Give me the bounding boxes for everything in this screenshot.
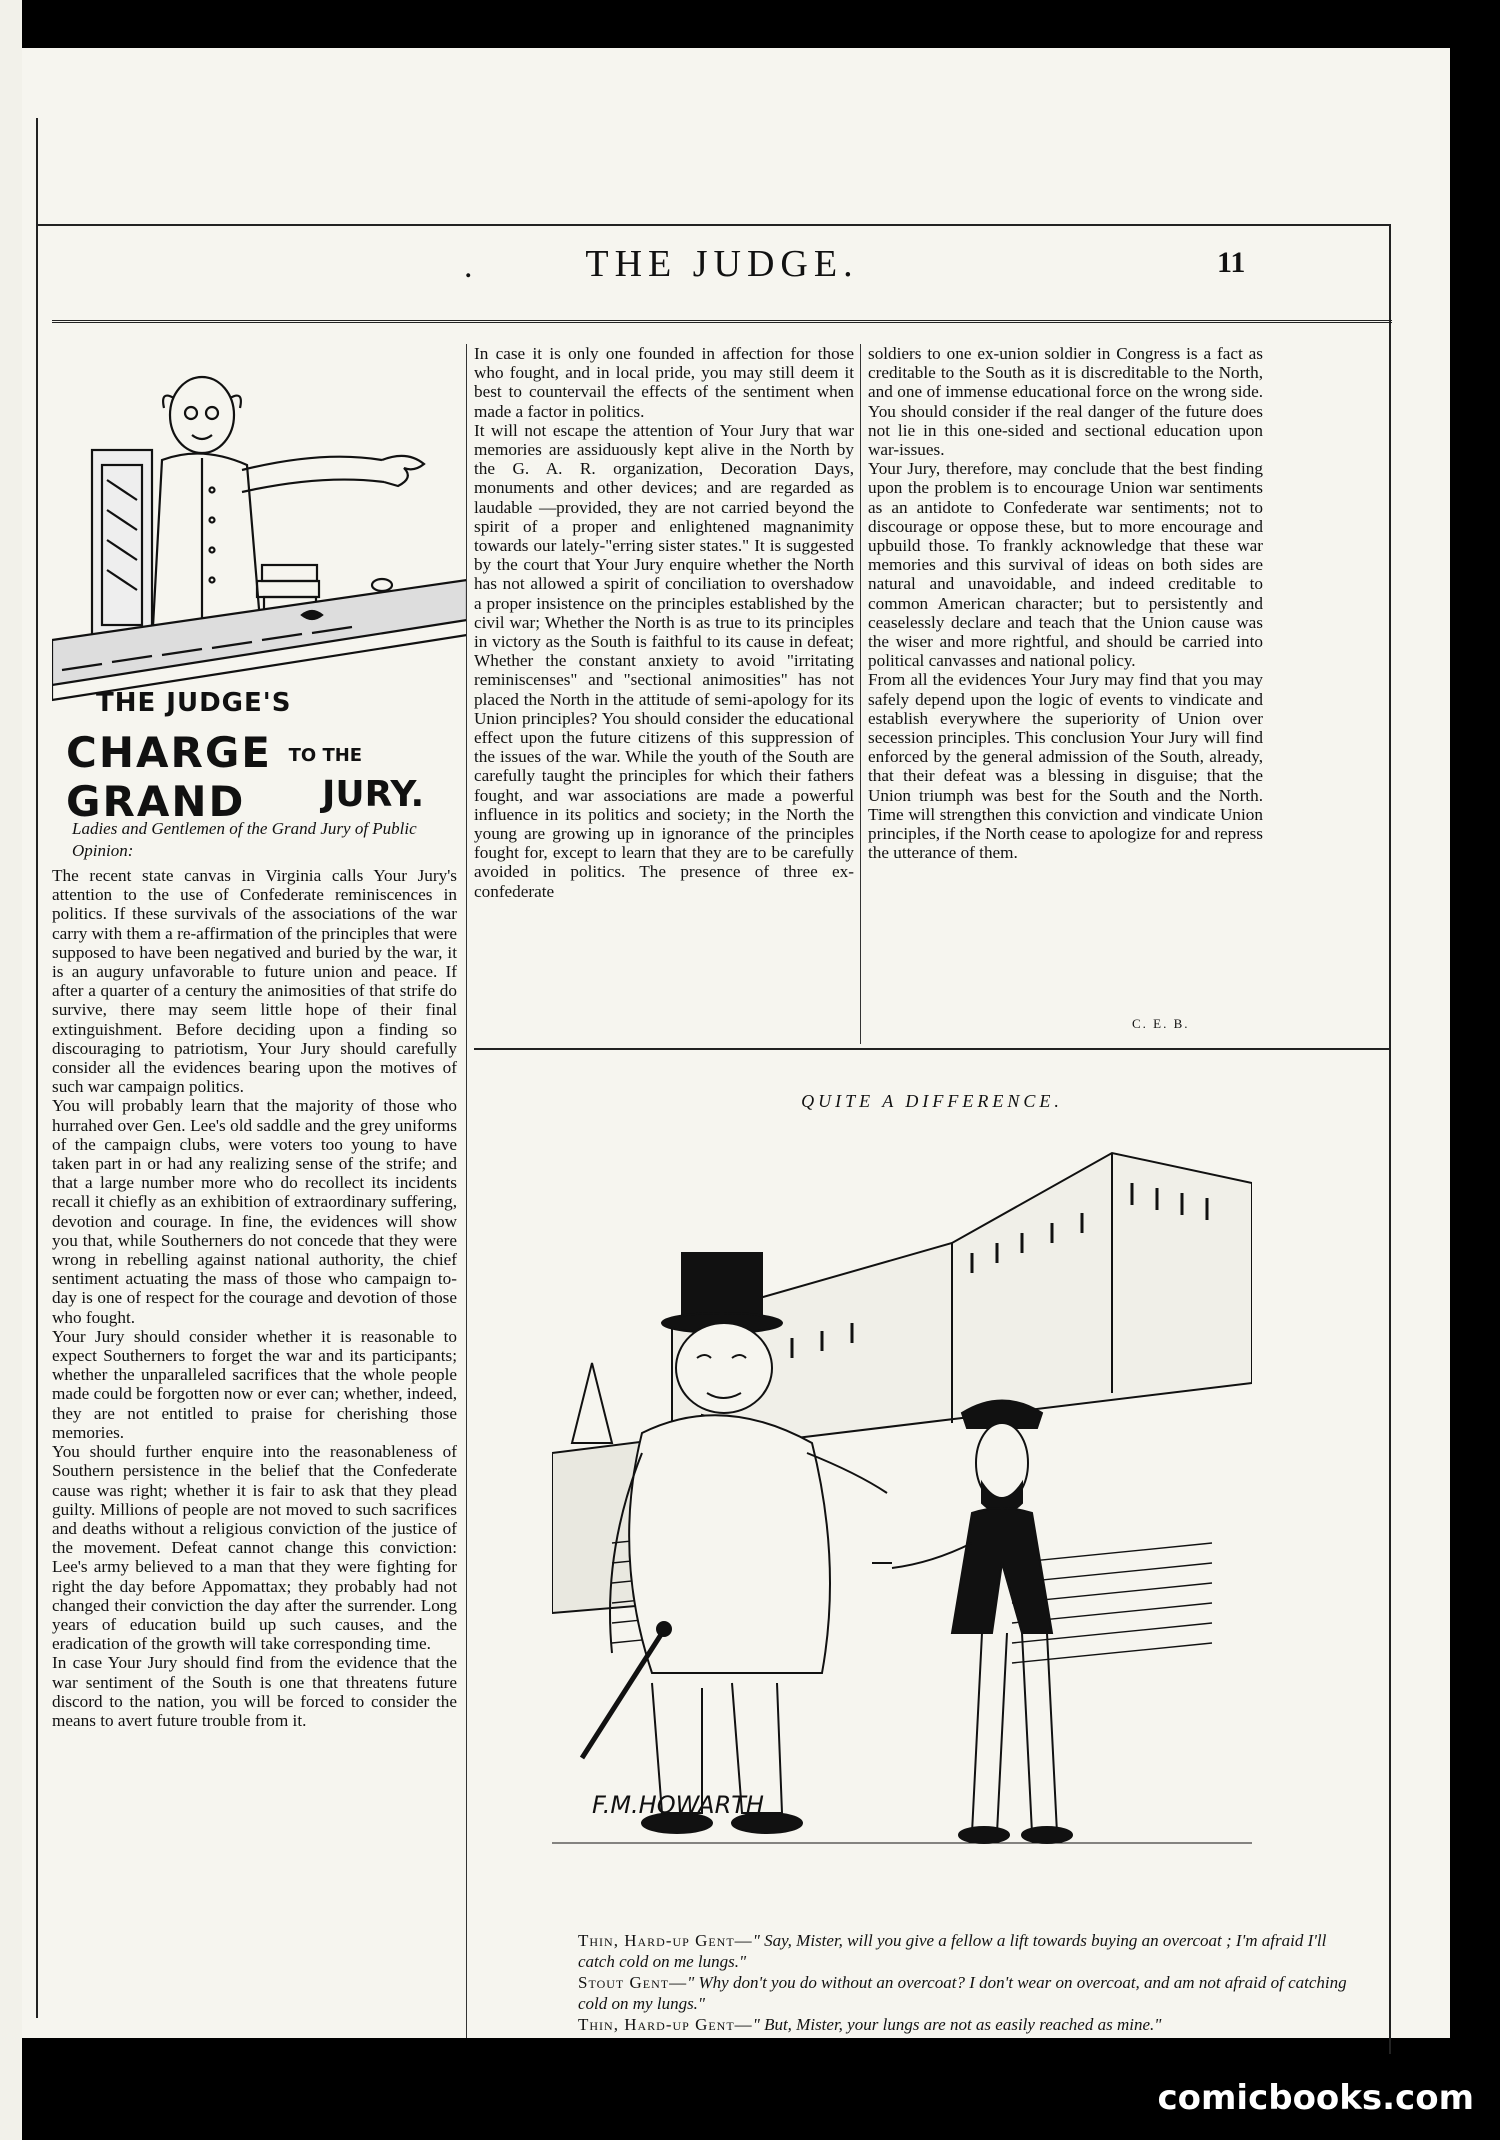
cartoon-box-top-rule <box>474 1048 1390 1050</box>
header-lettering-jury <box>322 774 472 815</box>
caption-line-2 <box>542 1972 1362 2014</box>
masthead-title: THE JUDGE. <box>585 243 859 285</box>
header-charge: CHARGE <box>66 728 272 777</box>
header-line3: JURY. <box>322 774 425 815</box>
caption-quote-1: " Say, Mister, will you give a fellow a lift towards buying an overcoat ; I'm afraid I'll catch cold on me lungs." <box>578 1931 1327 1971</box>
page-left-rule <box>36 118 38 2018</box>
article-signature: C. E. B. <box>1132 1016 1190 1031</box>
article-column-3: soldiers to one ex-union soldier in Congress is a fact as creditable to the South as it is discreditable to the North, and one of immense educational force on the wrong side. You should consider if the real danger of the future does not lie in this one-sided and sectional education upon war-issues. Your Jury, therefore, may conclude that the best finding upon the problem is to encourage Union war sentiments as an antidote to Confederate war sentiments; not to discourage or oppose these, but to more encourage and upbuild those. To frankly acknowledge that these war memories and this survival of ideas on both sides are natural and unavoidable, and indeed creditable to common American character; but to persistently and ceaselessly declare and teach that the Union cause was the wiser and more rightful, and should be carried into political canvasses and national policy. From all the evidences Your Jury may find that you may safely depend upon the logic of events to vindicate and establish everywhere the superiority of Union over secession principles. This conclusion Your Jury will find enforced by the general admission of the South, already, that their defeat was a blessing in disguise; that the Union triumph was best for the South and the North. Time will strengthen this conviction and vindicate Union principles, if the North cease to apologize for and repress the utterance of them. <box>868 344 1263 863</box>
caption-quote-3: " But, Mister, your lungs are not as easily reached as mine." <box>752 2015 1162 2034</box>
masthead <box>52 228 1392 323</box>
article-column-2: In case it is only one founded in affection for those who fought, and in local pride, you may still deem it best to countervail the effects of the sentiment when made a factor in politics. It will not escape the attention of Your Jury that war memories are assiduously kept alive in the North by the G. A. R. organization, Decoration Days, monuments and other devices; and are regarded as laudable —provided, they are not carried beyond the spirit of a proper and enlightened magnanimity towards our lately-"erring sister states." It is suggested by the court that Your Jury enquire whether the North has not allowed a spirit of conciliation to overshadow a proper insistence on the principles established by the civil war; Whether the North is as true to its principles in victory as the South is faithful to its cause in defeat; Whether the constant anxiety to avoid "irritating reminiscenses" and "sectional animosities" has not placed the North in the attitude of semi-apology for its Union principles? You should consider the educational effect upon the future citizens of this suppression of the issues of the war. While the youth of the South are carefully taught the principles for which their fathers fought, and war associations are made a powerful influence in its politics and society; in the North the young are growing up in ignorance of the principles fought for, except to learn that they are to be carefully avoided in politics. The presence of three ex-confederate <box>474 344 854 901</box>
caption-speaker-2: Stout Gent— <box>578 1973 688 1992</box>
cartoon-caption <box>542 1930 1362 2035</box>
page-number: 11 <box>1217 246 1246 279</box>
cartoon-title: QUITE A DIFFERENCE. <box>801 1091 1063 1111</box>
caption-quote-2: " Why don't you do without an overcoat? I don't wear on overcoat, and am not afraid of catching cold on my lungs." <box>578 1973 1347 2013</box>
page-top-rule <box>36 224 1391 226</box>
caption-line-3 <box>542 2014 1362 2035</box>
caption-speaker-1: Thin, Hard-up Gent— <box>578 1931 753 1950</box>
left-page-edge <box>0 0 22 2140</box>
magazine-page <box>22 48 1450 2038</box>
watermark: comicbooks.com <box>1157 2078 1474 2118</box>
caption-line-1 <box>542 1930 1362 1972</box>
salutation: Ladies and Gentlemen of the Grand Jury of Public Opinion: <box>72 819 417 860</box>
header-line1: THE JUDGE'S <box>96 688 292 718</box>
header-grand: GRAND <box>66 777 246 826</box>
masthead-dot: . <box>464 248 473 285</box>
header-to-the: TO THE <box>288 745 363 766</box>
caption-speaker-3: Thin, Hard-up Gent— <box>578 2015 753 2034</box>
page-right-rule <box>1389 224 1391 2054</box>
article-column-1: The recent state canvas in Virginia calls Your Jury's attention to the use of Confederate reminiscences in politics. If these survivals of the associations of the war carry with them a re-affirmation of the principles that were supposed to have been negatived and buried by the war, it is an augury unfavorable to future union and peace. If after a quarter of a century the animosities of that strife do survive, there may seem little hope of their final extinguishment. Before deciding upon a finding so discouraging to patriotism, Your Jury should carefully consider all the evidences bearing upon the motives of such war campaign politics. You will probably learn that the majority of those who hurrahed over Gen. Lee's old saddle and the grey uniforms of the campaign clubs, were voters too young to have taken part in or had any realizing sense of the strife; and that a large number more who do recollect its incidents recall it chiefly as an exhibition of extraordinary suffering, devotion and courage. In fine, the evidences will show you that, while Southerners do not concede that they were wrong in rebelling against national authority, the chief sentiment actuating the mass of those who campaign to-day is one of respect for the courage and devotion of those who fought. Your Jury should consider whether it is reasonable to expect Southerners to forget the war and its participants; whether the unparalleled sacrifices that the whole people made could be forgotten now or ever can; whether, indeed, they are not entitled to praise for cherishing those memories. You should further enquire into the reasonableness of Southern persistence in the belief that the Confederate cause was right; whether it is fair to ask that they plead guilty. Millions of people are not moved to such sacrifices and deaths without a religious conviction of the justice of the movement. Defeat cannot change this conviction: Lee's army believed to a man that they were fighting for right the day before Appomattax; they probably had not changed their conviction the day after the surrender. Long years of education build up such causes, and the eradication of the growth will take corresponding time. In case Your Jury should find from the evidence that the war sentiment of the South is one that threatens future discord to the nation, you will be forced to consider the means to avert future trouble from it. <box>52 866 457 1730</box>
column-divider-2 <box>860 344 861 1044</box>
cartoon-illustration <box>552 1123 1252 1923</box>
column-divider-1 <box>466 344 467 2038</box>
artist-signature: F.M.HOWARTH <box>592 1791 764 1819</box>
